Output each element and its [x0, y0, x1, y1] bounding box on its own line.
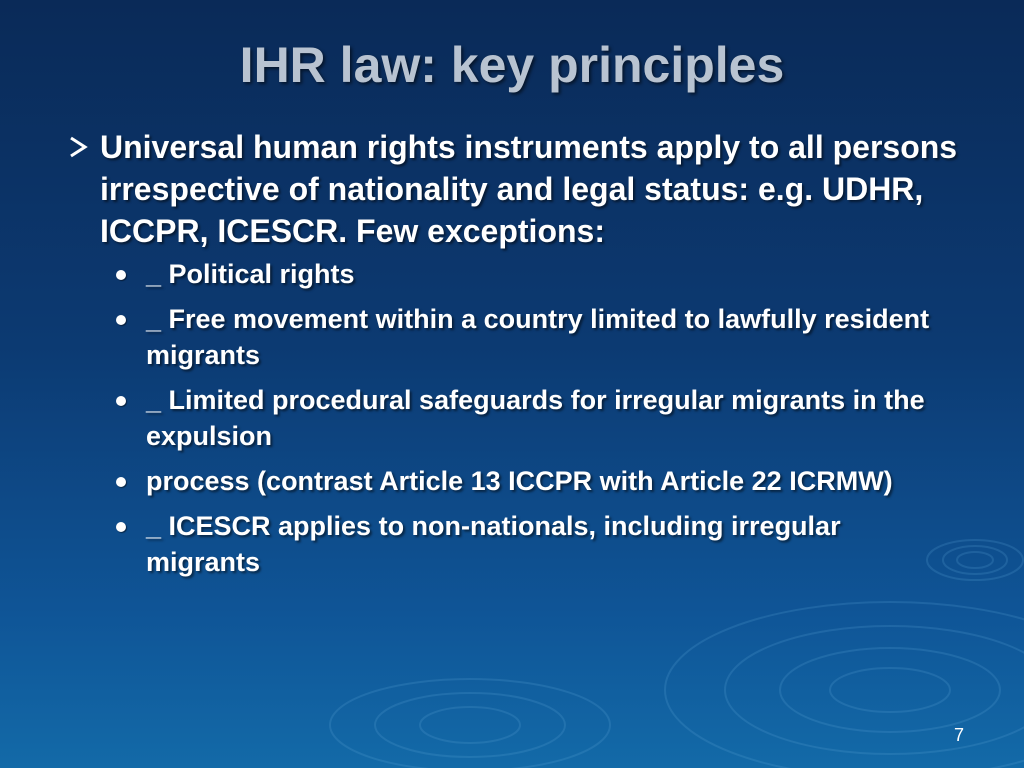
sub-bullet	[114, 463, 954, 499]
bullet-dot-icon	[116, 522, 126, 532]
sub-bullet-text: _ Free movement within a country limited to lawfully resident migrants	[146, 304, 930, 370]
page-number: 7	[953, 725, 964, 745]
sub-bullet-list	[114, 256, 954, 580]
sub-bullet	[114, 382, 954, 454]
bullet-dot-icon	[116, 315, 126, 325]
slide-content	[66, 126, 966, 589]
bullet-dot-icon	[116, 396, 126, 406]
bullet-dot-icon	[116, 477, 126, 487]
sub-bullet-text: _ Political rights	[146, 259, 355, 289]
sub-bullet-text: process (contrast Article 13 ICCPR with Article 22 ICRMW)	[146, 466, 893, 496]
sub-bullet-text: _ Limited procedural safeguards for irregular migrants in the expulsion	[146, 385, 925, 451]
sub-bullet	[114, 508, 954, 580]
main-bullet-text: Universal human rights instruments apply to all persons irrespective of nationality and legal status: e.g. UDHR, ICCPR, ICESCR. Few exceptions:	[100, 129, 958, 249]
arrow-right-icon	[66, 126, 90, 168]
sub-bullet-text: _ ICESCR applies to non-nationals, including irregular migrants	[146, 511, 841, 577]
bullet-dot-icon	[116, 270, 126, 280]
sub-bullet	[114, 301, 954, 373]
slide-title: IHR law: key principles	[239, 37, 785, 93]
main-bullet	[66, 126, 966, 252]
sub-bullet	[114, 256, 954, 292]
